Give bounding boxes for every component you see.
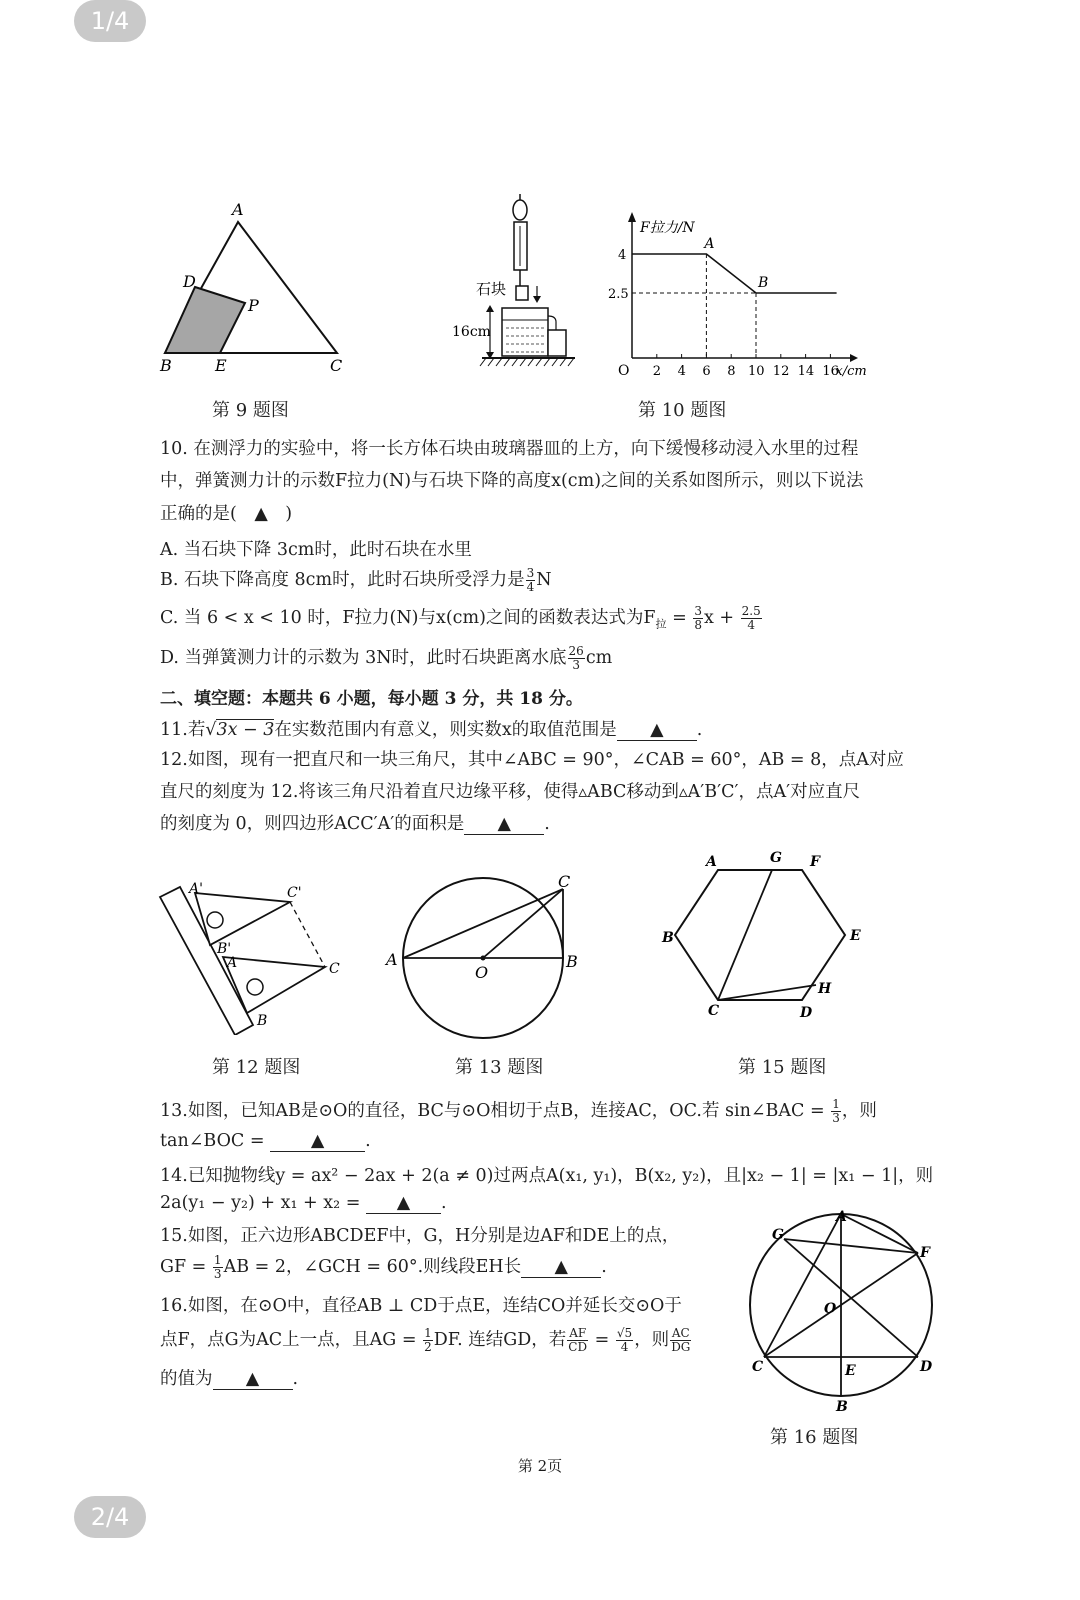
q10-option-a: A. 当石块下降 3cm时，此时石块在水里	[160, 540, 472, 560]
answer-blank[interactable]: ▲	[270, 1131, 365, 1152]
fig16-label: O	[824, 1301, 837, 1317]
fig13-label: A	[386, 950, 398, 969]
x-tick-label: O	[618, 363, 630, 379]
fig10-caption: 第 10 题图	[638, 400, 727, 421]
q10-line2: 中，弹簧测力计的示数F拉力(N)与石块下降的高度x(cm)之间的关系如图所示，则以下说法	[160, 471, 864, 491]
fig12-label: C'	[287, 885, 302, 901]
fraction	[693, 605, 703, 632]
figure-13	[380, 875, 590, 1045]
fig12-label: B	[257, 1013, 268, 1029]
denominator: 3	[213, 1267, 222, 1281]
fig16-label: F	[920, 1245, 930, 1261]
x-tick-label: 8	[727, 364, 736, 379]
fig15-label: E	[850, 928, 861, 944]
fig13-label: B	[566, 952, 578, 971]
q10-option-c	[160, 604, 763, 632]
section-2-heading: 二、填空题：本题共 6 小题，每小题 3 分，共 18 分。	[160, 689, 583, 709]
fig12-label: A'	[189, 881, 203, 897]
fig15-label: F	[810, 854, 820, 870]
y-tick-label: 2.5	[608, 287, 629, 302]
fig9-label: E	[215, 356, 227, 375]
numerator: 2.5	[741, 604, 761, 618]
q13-line2	[160, 1131, 371, 1152]
fraction	[567, 1327, 588, 1354]
fig9-label: C	[330, 356, 343, 375]
numerator: 26	[568, 644, 584, 658]
q10-option-d	[160, 644, 612, 672]
q13-text-end: ，则	[841, 1101, 877, 1121]
numerator: 3	[526, 566, 535, 580]
denominator: 8	[694, 618, 702, 632]
numerator: 1	[424, 1326, 432, 1340]
q12-line3-text: 的刻度为 0，则四边形ACC′A′的面积是	[160, 814, 465, 834]
answer-blank[interactable]: ▲	[213, 1369, 293, 1390]
numerator: AF	[569, 1326, 587, 1340]
point-label: B	[758, 275, 769, 291]
page-footer: 第 2页	[517, 1457, 563, 1475]
figure-9	[150, 195, 370, 380]
fraction	[670, 1327, 691, 1354]
x-tick-label: 16	[822, 364, 839, 379]
fraction	[568, 645, 585, 672]
q14-line1: 14.已知抛物线y = ax² − 2ax + 2(a ≠ 0)过两点A(x₁, y₁)，B(x₂, y₂)，且|x₂ − 1| = |x₁ − 1|，则	[160, 1166, 934, 1186]
q16-then: ，则	[634, 1330, 670, 1350]
fig15-label: C	[708, 1003, 720, 1019]
q11-pre: 11.若√	[160, 720, 217, 740]
q11-radicand: 3x − 3	[216, 720, 275, 740]
y-axis-label: F拉力/N	[640, 220, 695, 236]
q16-text: 点F，点G为AC上一点，且AG =	[160, 1330, 423, 1350]
fig9-label: D	[183, 272, 196, 291]
q16-text-mid: DF. 连结GD，若	[433, 1330, 567, 1350]
q13-tan: tan∠BOC =	[160, 1131, 271, 1151]
q14-line2	[160, 1193, 447, 1214]
fig16-label: G	[772, 1227, 784, 1243]
answer-blank[interactable]: ▲	[617, 720, 697, 741]
x-tick-label: 4	[677, 364, 686, 379]
denominator: CD	[568, 1340, 588, 1354]
stone-label: 石块	[476, 280, 507, 298]
q13-line1	[160, 1097, 877, 1125]
fig15-label: H	[818, 981, 832, 997]
fig15-caption: 第 15 题图	[738, 1057, 827, 1078]
fig9-caption: 第 9 题图	[212, 400, 289, 421]
fig12-label: B'	[217, 941, 232, 957]
page-indicator-top[interactable]: 1/4	[74, 0, 146, 42]
fig16-label: E	[845, 1363, 856, 1379]
figure-10-graph	[600, 208, 890, 380]
q10-c-mid: x +	[703, 608, 740, 628]
numerator: 3	[694, 604, 702, 618]
x-tick-label: 2	[652, 364, 662, 379]
q11-text: 在实数范围内有意义，则实数x的取值范围是	[274, 720, 617, 740]
q13-end: .	[365, 1131, 371, 1151]
q10-d-text: D. 当弹簧测力计的示数为 3N时，此时石块距离水底	[160, 648, 567, 668]
q12-line2: 直尺的刻度为 12.将该三角尺沿着直尺边缘平移，使得▵ABC移动到▵A′B′C′，点A′对应直尺	[160, 782, 861, 802]
fig16-caption: 第 16 题图	[770, 1427, 859, 1448]
x-tick-label: 10	[748, 364, 765, 379]
q15-line2	[160, 1253, 607, 1281]
fraction	[741, 605, 762, 632]
fig16-label: D	[920, 1359, 933, 1375]
series-line	[632, 254, 837, 293]
q16-line1: 16.如图，在⊙O中，直径AB ⊥ CD于点E，连结CO并延长交⊙O于	[160, 1296, 682, 1316]
q12-end: .	[544, 814, 550, 834]
fig12-label: C	[329, 961, 340, 977]
fig15-label: G	[770, 850, 782, 866]
numerator: √5	[616, 1326, 633, 1340]
denominator: DG	[671, 1340, 691, 1354]
q15-text: AB = 2，∠GCH = 60°.则线段EH长	[223, 1257, 522, 1277]
height-label: 16cm	[452, 324, 491, 340]
q11-end: .	[696, 720, 703, 740]
figure-10-apparatus	[440, 190, 590, 375]
q16-line2	[160, 1326, 692, 1354]
q10-b-text: B. 石块下降高度 8cm时，此时石块所受浮力是	[160, 570, 525, 590]
q10-c-eq: =	[666, 608, 693, 628]
fraction	[526, 567, 536, 594]
x-tick-label: 12	[772, 364, 790, 379]
q10-option-b	[160, 566, 552, 594]
figure-16	[740, 1205, 945, 1415]
q11	[160, 716, 702, 741]
answer-blank[interactable]: ▲	[521, 1257, 601, 1278]
q16-line3	[160, 1365, 298, 1390]
fig9-label: A	[232, 200, 244, 219]
numerator: 1	[832, 1097, 840, 1111]
figure-15	[660, 850, 870, 1025]
fig15-label: A	[706, 854, 717, 870]
x-tick-label: 6	[702, 364, 711, 379]
fraction	[423, 1327, 433, 1354]
fig13-label: C	[558, 875, 571, 891]
fig13-caption: 第 13 题图	[455, 1057, 544, 1078]
denominator: 3	[572, 658, 580, 672]
denominator: 4	[526, 580, 535, 594]
q10-line1: 10. 在测浮力的实验中，将一长方体石块由玻璃器皿的上方，向下缓慢移动浸入水里的过程	[160, 439, 859, 459]
fig15-label: D	[800, 1005, 813, 1021]
denominator: 4	[747, 618, 756, 632]
fig16-label: B	[836, 1399, 848, 1415]
q10-line3: 正确的是( ▲ )	[160, 504, 293, 524]
fraction	[213, 1254, 223, 1281]
fig13-label: O	[475, 963, 489, 982]
q13-text: 13.如图，已知AB是⊙O的直径，BC与⊙O相切于点B，连接AC，OC.若 sin∠BAC =	[160, 1101, 831, 1121]
page-indicator-bottom[interactable]: 2/4	[74, 1496, 146, 1538]
point-label: A	[704, 236, 715, 252]
q16-end: .	[292, 1369, 299, 1389]
fraction	[616, 1327, 633, 1354]
fig9-label: B	[160, 356, 172, 375]
numerator: AC	[671, 1326, 690, 1340]
q15-gf: GF =	[160, 1257, 212, 1277]
q10-d-unit: cm	[585, 648, 613, 668]
fig16-label: A	[836, 1209, 847, 1225]
fig15-label: B	[662, 930, 674, 946]
q12-line1: 12.如图，现有一把直尺和一块三角尺，其中∠ABC = 90°，∠CAB = 60°，AB = 8，点A对应	[160, 750, 904, 770]
q14-end: .	[440, 1193, 447, 1213]
denominator: 3	[832, 1111, 840, 1125]
fig16-label: C	[752, 1359, 764, 1375]
q16-eq: =	[589, 1330, 615, 1350]
q15-line1: 15.如图，正六边形ABCDEF中，G，H分别是边AF和DE上的点，	[160, 1226, 680, 1246]
q16-value-text: 的值为	[160, 1369, 213, 1389]
numerator: 1	[213, 1253, 222, 1267]
fig12-label: A	[227, 955, 238, 971]
denominator: 2	[424, 1340, 432, 1354]
fig12-caption: 第 12 题图	[212, 1057, 301, 1078]
fig9-label: P	[248, 296, 259, 315]
answer-blank[interactable]: ▲	[464, 814, 544, 835]
q15-end: .	[601, 1257, 607, 1277]
q14-expr: 2a(y₁ − y₂) + x₁ + x₂ =	[160, 1193, 366, 1213]
q10-b-unit: N	[536, 570, 552, 590]
x-axis-label: x/cm	[835, 364, 867, 379]
fraction	[831, 1098, 841, 1125]
q10-c-text: C. 当 6 < x < 10 时，F拉力(N)与x(cm)之间的函数表达式为F	[160, 608, 656, 628]
x-tick-label: 14	[797, 364, 815, 379]
answer-blank[interactable]: ▲	[366, 1193, 441, 1214]
denominator: 4	[620, 1340, 629, 1354]
y-tick-label: 4	[618, 248, 627, 263]
q12-line3	[160, 810, 550, 835]
subscript: 拉	[655, 617, 667, 631]
figure-12	[155, 875, 355, 1035]
